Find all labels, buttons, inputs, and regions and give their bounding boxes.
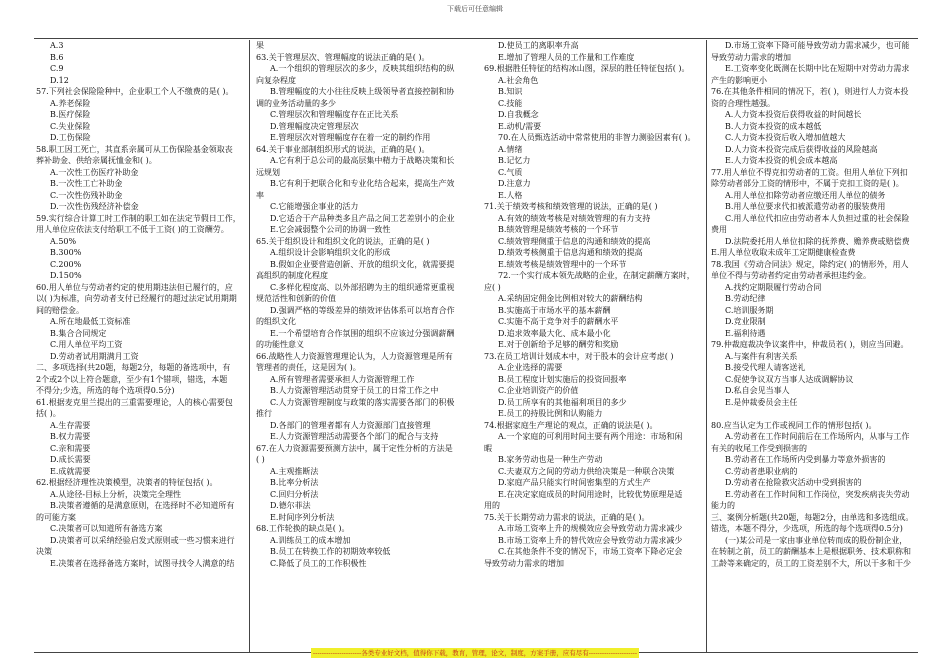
text-line: D.它适合于产品种类多且产品之间工艺差别小的企业 — [270, 213, 455, 223]
text-line: 间的赔偿金。 — [36, 305, 84, 315]
text-line: A.用人单位扣除劳动者应缴还用人单位的债务 — [725, 190, 886, 200]
text-line: A.劳动者在工作时间前后在工作场所内，从事与工作 — [725, 432, 910, 441]
text-line: B.员工在转换工作的初期效率较低 — [270, 547, 391, 556]
text-line: 76.在其他条件相同的情况下，若( )，则进行人力资本投 — [711, 87, 909, 96]
text-line: A.生存需要 — [50, 420, 91, 430]
text-line: C.一次性伤残补助金 — [50, 190, 123, 200]
text-line: C.管理层次和管理幅度存在正比关系 — [270, 110, 399, 119]
text-line: A.市场工资率上升的规模效应会导致劳动力需求减少 — [498, 524, 683, 533]
text-line: 的组织文化 — [256, 317, 296, 326]
text-line: E.动机/需要 — [498, 121, 542, 131]
text-line: C.9 — [50, 64, 64, 73]
text-line: D.竞业限制 — [725, 317, 766, 326]
text-line: 64.关于事业部制组织形式的说法，正确的是( )。 — [256, 144, 430, 154]
text-line: A.50% — [50, 236, 77, 246]
text-line: 管理者的责任，这是因为( )。 — [256, 363, 361, 372]
text-line: E.是仲裁委员会主任 — [725, 397, 798, 407]
column-divider — [249, 40, 250, 652]
text-line: 错选，本题不得分，少选项，所选的每个选项得0.5分) — [711, 524, 903, 533]
text-line: 62.根据经济理性决策模型，决策者的特征包括( )。 — [36, 478, 218, 487]
text-line: E.人格 — [498, 190, 523, 200]
page-header: 下载后可任意编辑 — [447, 5, 503, 13]
text-line: D.劳动者在抢险救灾活动中受到损害的 — [725, 478, 862, 487]
text-line: C.在其他条件不变的情况下，市场工资率下降必定会 — [498, 547, 683, 556]
text-line: C.决策者可以知道所有备选方案 — [50, 524, 163, 533]
text-line: A.所在地最低工资标准 — [50, 317, 131, 326]
text-line: E.决策者在选择备选方案时，试图寻找令人满意的结 — [50, 558, 235, 568]
text-line: 58.职工因工死亡，其直系亲属可从工伤保险基金领取丧 — [36, 144, 233, 154]
text-line: 71.关于绩效考核和绩效管理的说法，正确的是( ) — [484, 202, 658, 211]
text-line: 导致劳动力需求的增加 — [711, 52, 791, 62]
text-line: 72.一个实行成本领先战略的企业，在制定薪酬方案时， — [498, 271, 695, 280]
column-divider — [706, 40, 707, 652]
text-line: E.它会减弱整个公司的协调一致性 — [270, 225, 391, 234]
text-line: C.人力资源管理制度与政策的落实需要各部门的积极 — [270, 397, 455, 407]
text-line: D.12 — [50, 75, 69, 85]
text-line: 远规划 — [256, 167, 280, 177]
text-line: 括( )。 — [36, 409, 61, 418]
text-line: E.用人单位收取未成年工定期健康检查费 — [711, 248, 856, 257]
text-line: D.员工所享有的其他福利项目的多少 — [498, 397, 627, 407]
text-line: C.用人单位平均工资 — [50, 340, 123, 349]
top-rule — [34, 38, 918, 39]
text-line: A.企业选择的需要 — [498, 363, 563, 372]
text-line: E.增加了管理人员的工作量和工作难度 — [498, 52, 635, 62]
text-line: B.6 — [50, 52, 64, 62]
text-line: D.强调严格的等级差异的绩效评估体系可以培育合作 — [270, 305, 455, 315]
text-line: 工龄等来确定的，员工的工资差别不大，所以干多和干少 — [711, 558, 911, 568]
text-line: ( ) — [256, 455, 265, 464]
text-line: D.管理幅度决定管理层次 — [270, 121, 359, 131]
text-line: B.假如企业要营造创新、开放的组织文化，就需要提 — [270, 259, 455, 269]
text-line: 77.用人单位不得克扣劳动者的工资。但用人单位下列扣 — [711, 167, 908, 177]
text-line: B.绩效管理是绩效考核的一个环节 — [498, 225, 619, 234]
text-line: D.各部门的管理者都有人力资源部门直接管理 — [270, 420, 431, 430]
text-line: 63.关于管理层次、管理幅度的说法正确的是( )。 — [256, 52, 430, 62]
text-line: A.3 — [50, 41, 64, 50]
text-line: E.人力资本投资的机会成本越高 — [725, 156, 838, 165]
text-line: 70.在人员甄选活动中常常使用的非智力测验因素有( )。 — [498, 133, 696, 142]
text-line: B.一次性工亡补助金 — [50, 179, 123, 188]
text-line: E.福利待遇 — [725, 328, 766, 338]
text-line: 率 — [256, 190, 264, 200]
text-line: C.企业培训资产的价值 — [498, 386, 579, 395]
text-line: 的可能方案 — [36, 512, 76, 522]
text-line: B.家务劳动也是一种生产劳动 — [498, 455, 603, 464]
text-line: 除劳动者部分工资的情形中，不属于克扣工资的是( )。 — [711, 179, 904, 188]
text-line: D.劳动者试用期满月工资 — [50, 351, 139, 361]
text-line: D.绩效考核侧重于信息沟通和绩效的提高 — [498, 248, 643, 257]
text-line: E.一个希望培育合作氛围的组织不应该过分强调薪酬 — [270, 328, 455, 338]
text-line: C.200% — [50, 259, 82, 269]
text-line: C.亲和需要 — [50, 443, 91, 453]
text-line: 78.我国《劳动合同法》规定，除约定( )的情形外，用人 — [711, 259, 909, 269]
column-4 — [711, 40, 918, 569]
text-line: B.员工程度计划实施后的投资回报率 — [498, 374, 627, 384]
text-line: B.劳动者在工作场所内受到暴力等意外损害的 — [725, 455, 886, 464]
text-line: 应( ) — [484, 282, 501, 292]
text-line: 65.关于组织设计和组织文化的说法，正确的是( ) — [256, 236, 430, 246]
text-line: B.记忆力 — [498, 156, 531, 165]
text-line: D.使员工的离职率升高 — [498, 41, 579, 50]
text-line: 果 — [256, 41, 264, 50]
text-line: 2个或2个以上符合题意，至少有1个错项，错选，本题 — [36, 374, 228, 384]
text-line: B.市场工资率上升的替代效应会导致劳动力需求减少 — [498, 535, 683, 545]
text-line: A.一次性工伤医疗补助金 — [50, 167, 139, 177]
text-line: E.绩效考核是绩效管理中的一个环节 — [498, 259, 627, 269]
text-line: 调的业务活动量的多少 — [256, 98, 336, 108]
text-line: A.找约定期限履行劳动合同 — [725, 282, 822, 292]
text-line: D.决策者可以采纳经验启发式原则或一些习惯来进行 — [50, 535, 235, 545]
text-line: A.一个家庭的可利用时间主要有两个用途：市场和闲 — [498, 432, 683, 441]
text-line: A.养老保险 — [50, 98, 91, 108]
column-1 — [36, 40, 245, 569]
text-line: 二、多项选择(共20题，每题2分，每题的备选项中，有 — [36, 363, 231, 372]
text-line: A.人力资本投资后获得收益的时间越长 — [725, 110, 862, 119]
text-line: B.用人单位要求代扣被派遣劳动者的服装费用 — [725, 202, 886, 211]
text-line: A.有效的绩效考核是对绩效管理的有力支持 — [498, 213, 651, 223]
text-line: C.培训服务期 — [725, 305, 774, 315]
text-line: E.员工的持股比例和认购能力 — [498, 409, 603, 418]
text-line: B.比率分析法 — [270, 478, 319, 487]
text-line: 暇 — [484, 443, 492, 453]
text-line: 80.应当认定为工作或视同工作的情形包括( )。 — [711, 420, 877, 430]
text-line: 以( )为标准，向劳动者支付已经履行的超过法定试用期期 — [36, 294, 237, 303]
text-line: 79.仲裁庭裁决争议案件中，仲裁员若( )，则应当回避。 — [711, 340, 909, 349]
text-line: A.主观推断法 — [270, 466, 319, 476]
text-line: C.失业保险 — [50, 121, 91, 131]
text-line: B.集合合同规定 — [50, 328, 107, 338]
text-line: 三、案例分析题(共20题，每题2分，由单选和多选组成。 — [711, 512, 914, 522]
text-line: 68.工作轮换的缺点是( )。 — [256, 524, 350, 533]
text-line: C.劳动者患职业病的 — [725, 466, 798, 476]
footer-text: ----------------------各类专业好文档，值得你下载，教育，管理，论文，制度，方案手册，应有尽有---------------------- — [312, 649, 638, 657]
text-line: 规范活性和创新的价值 — [256, 294, 336, 303]
text-line: 75.关于长期劳动力需求的说法，正确的是( )。 — [484, 512, 650, 522]
column-2 — [256, 40, 474, 569]
text-line — [711, 408, 918, 420]
text-line: D.追求效率最大化、成本最小化 — [498, 328, 611, 338]
text-line: 用的 — [484, 501, 500, 510]
footer-banner — [0, 640, 950, 659]
text-line: 57.下列社会保险险种中，企业职工个人不缴费的是( )。 — [36, 87, 234, 96]
column-3 — [484, 40, 702, 569]
text-line: 74.根据家庭生产理论的观点，正确的说法是( )。 — [484, 420, 658, 430]
text-line: A.从途径-目标上分析，决策完全理性 — [50, 489, 182, 499]
text-line: 费用 — [711, 225, 727, 234]
text-line: C.技能 — [498, 98, 523, 108]
text-line: C.实施不高于竞争对手的薪酬水平 — [498, 317, 619, 326]
text-line: B.管理幅度的大小往往反映上级领导者直接控制和协 — [270, 87, 455, 96]
text-line: E.时间序列分析法 — [270, 512, 335, 522]
text-line: D.成长需要 — [50, 455, 91, 464]
text-line: 资的合理性越强。 — [711, 98, 775, 108]
text-line: B.权力需要 — [50, 432, 91, 441]
text-line: E.工资率变化既测在长期中比在短期中对劳动力需求 — [725, 64, 910, 73]
text-line: 向复杂程度 — [256, 75, 296, 85]
text-line: B.300% — [50, 248, 82, 257]
text-line: D.自我概念 — [498, 110, 539, 119]
text-line: D.家庭产品只能实行时间密集型的方式生产 — [498, 478, 651, 487]
text-line: 推行 — [256, 409, 272, 418]
text-line: E.对于创新给予足够的酬劳和奖励 — [498, 340, 619, 349]
text-line: A.情绪 — [498, 144, 523, 154]
text-line: A.一个组织的管理层次的多少，反映其组织结构的纵 — [270, 64, 455, 73]
text-line: C.它能增强企事业的活力 — [270, 202, 359, 211]
text-line: C.夫妻双方之间的劳动力供给决策是一种联合决策 — [498, 466, 675, 476]
text-line: D.法院委托用人单位扣除的抚养费、赡养费或赔偿费 — [725, 236, 910, 246]
text-line: D.注意力 — [498, 179, 531, 188]
text-line: E.在决定家庭成员的时间用途时，比较优势原理是适 — [498, 489, 683, 499]
text-line: A.训练员工的成本增加 — [270, 535, 351, 545]
text-line: 59.实行综合计算工时工作制的职工如在法定节假日工作， — [36, 213, 241, 223]
text-line: C.多样化程度高、以外部招聘为主的组织通常更重视 — [270, 282, 455, 292]
text-line: D.市场工资率下降可能导致劳动力需求减少，也可能 — [725, 41, 910, 50]
text-line: D.一次性伤残经济补偿金 — [50, 202, 139, 211]
text-line: B.医疗保险 — [50, 110, 91, 119]
text-line: B.决策者遵循的是满意原则，在选择时不必知道所有 — [50, 501, 235, 510]
text-line: A.组织设计会影响组织文化的形成 — [270, 248, 391, 257]
text-line: 决策 — [36, 547, 52, 556]
text-line: D.私自会见当事人 — [725, 386, 790, 395]
text-line: D.德尔菲法 — [270, 501, 311, 510]
text-line: B.接受代理人请客送礼 — [725, 363, 806, 372]
text-line: A.与案件有利害关系 — [725, 351, 798, 361]
text-line: C.回归分析法 — [270, 489, 319, 499]
text-line: C.人力资本投资后收入增加值越大 — [725, 133, 846, 142]
text-line: 60.用人单位与劳动者约定的使用期违法但已履行的，应 — [36, 282, 233, 292]
text-line: B.实施高于市场水平的基本薪酬 — [498, 305, 611, 315]
text-line: 的功能性意义 — [256, 340, 304, 349]
text-line: D.工伤保险 — [50, 133, 91, 142]
text-line: A.所有管理者需要承担人力资源管理工作 — [270, 374, 415, 384]
text-line: C.促使争议双方当事人达成调解协议 — [725, 374, 854, 384]
text-line: 69.根据胜任特征的结构冰山图，深层的胜任特征包括( )。 — [484, 64, 690, 73]
text-line: 61.根据麦克里兰提出的三重需要理论，人的核心需要包 — [36, 397, 233, 407]
text-line: 葬补助金、供给亲属抚恤金和( )。 — [36, 156, 157, 165]
text-line: D.150% — [50, 271, 82, 280]
text-line: 73.在员工培训计划成本中，对于股本的会计应考虑( ) — [484, 351, 674, 361]
text-line: E.管理层次对管理幅度存在着一定的制约作用 — [270, 133, 431, 142]
text-line: B.它有利于把联合化和专业化结合起来，提高生产效 — [270, 179, 455, 188]
text-line: A.它有利于总公司的最高层集中精力于战略决策和长 — [270, 156, 455, 165]
text-line: E.成就需要 — [50, 466, 91, 476]
text-line: B.劳动纪律 — [725, 294, 766, 303]
text-line: 产生的影响更小 — [711, 75, 767, 85]
text-line: 在转制之前，员工的薪酬基本上是根据职务、技术职称和 — [711, 547, 911, 556]
text-line: 66.战略性人力资源管理理论认为，人力资源管理是所有 — [256, 351, 453, 361]
text-line: D.人力资本投资完成后获得收益的风险越高 — [725, 144, 878, 154]
text-line: B.知识 — [498, 87, 523, 96]
text-line: (一)某公司是一家由事业单位转而成的股份制企业， — [725, 535, 908, 545]
text-line: 不得分;少选，所选的每个选项得0.5分) — [36, 386, 175, 395]
text-line: 导致劳动力需求的增加 — [484, 558, 564, 568]
text-line: 有关的收尾工作受到损害的 — [711, 443, 807, 453]
text-line: 高组织的制度化程度 — [256, 271, 328, 280]
text-line: 单位不得与劳动者约定由劳动者承担违约金。 — [711, 271, 871, 280]
text-line: E.人力资源管理活动需要各个部门的配合与支持 — [270, 432, 439, 441]
text-line: C.绩效管理侧重于信息的沟通和绩效的提高 — [498, 236, 651, 246]
text-line: A.社会角色 — [498, 75, 539, 85]
text-line: 用人单位应依法支付给职工不低于工资( )的工资酬劳。 — [36, 225, 229, 234]
text-line: B.人力资源管理活动贯穿于员工的日常工作之中 — [270, 386, 439, 395]
text-line: 能力的 — [711, 501, 735, 510]
text-line: A.采纳固定佣金比例相对较大的薪酬结构 — [498, 294, 643, 303]
text-line: B.人力资本投资的成本越低 — [725, 121, 822, 131]
text-line: C.降低了员工的工作积极性 — [270, 558, 367, 568]
text-line: C.气质 — [498, 167, 523, 177]
text-line: 67.在人力资源需要预测方法中，属于定性分析的方法是 — [256, 443, 453, 453]
text-line: E.劳动者在工作时间和工作岗位，突发疾病丧失劳动 — [725, 489, 910, 499]
text-line: C.用人单位代扣应由劳动者本人负担过重的社会保险 — [725, 213, 910, 223]
